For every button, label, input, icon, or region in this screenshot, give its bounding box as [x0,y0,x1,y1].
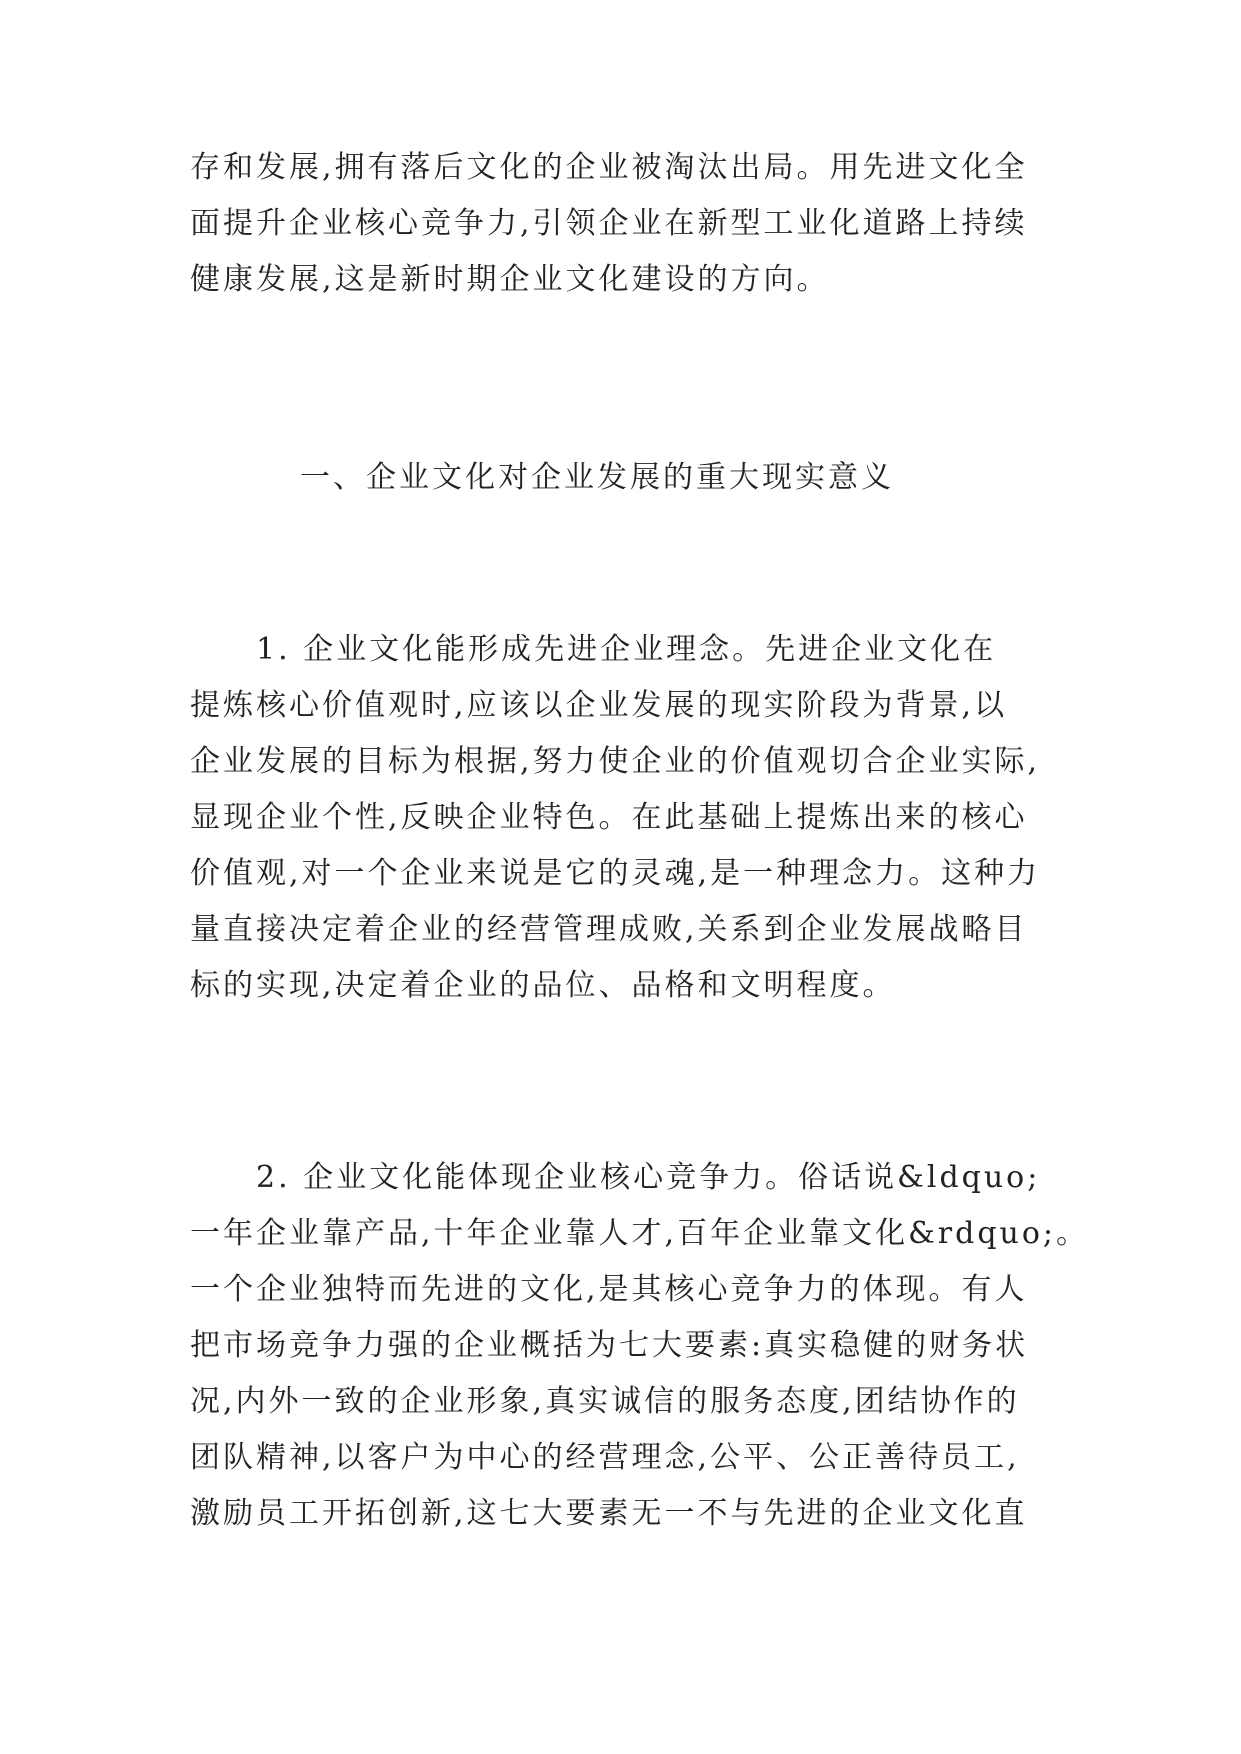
para1-line-1: 1. 企业文化能形成先进企业理念。先进企业文化在 [190,632,997,667]
para1-line-6: 量直接决定着企业的经营管理成败,关系到企业发展战略目 [190,912,1028,947]
para1-line-2: 提炼核心价值观时,应该以企业发展的现实阶段为背景,以 [190,688,1008,723]
para2-line-3: 一个企业独特而先进的文化,是其核心竞争力的体现。有人 [190,1272,1028,1307]
para1-line-3: 企业发展的目标为根据,努力使企业的价值观切合企业实际, [190,744,1041,779]
section-heading: 一、企业文化对企业发展的重大现实意义 [300,460,894,495]
para1-line-5: 价值观,对一个企业来说是它的灵魂,是一种理念力。这种力 [190,856,1041,891]
intro-line-2: 面提升企业核心竞争力,引领企业在新型工业化道路上持续 [190,206,1028,241]
para1-line-7: 标的实现,决定着企业的品位、品格和文明程度。 [190,968,896,1003]
para2-line-1: 2. 企业文化能体现企业核心竞争力。俗话说&ldquo; [190,1160,1041,1195]
intro-line-1: 存和发展,拥有落后文化的企业被淘汰出局。用先进文化全 [190,150,1028,185]
para2-line-6: 团队精神,以客户为中心的经营理念,公平、公正善待员工, [190,1440,1020,1475]
para2-line-2: 一年企业靠产品,十年企业靠人才,百年企业靠文化&rdquo;。 [190,1216,1090,1251]
para2-line-5: 况,内外一致的企业形象,真实诚信的服务态度,团结协作的 [190,1384,1020,1419]
intro-line-3: 健康发展,这是新时期企业文化建设的方向。 [190,262,830,297]
para2-line-4: 把市场竞争力强的企业概括为七大要素:真实稳健的财务状 [190,1328,1029,1363]
para1-line-4: 显现企业个性,反映企业特色。在此基础上提炼出来的核心 [190,800,1028,835]
para2-line-7: 激励员工开拓创新,这七大要素无一不与先进的企业文化直 [190,1496,1028,1531]
